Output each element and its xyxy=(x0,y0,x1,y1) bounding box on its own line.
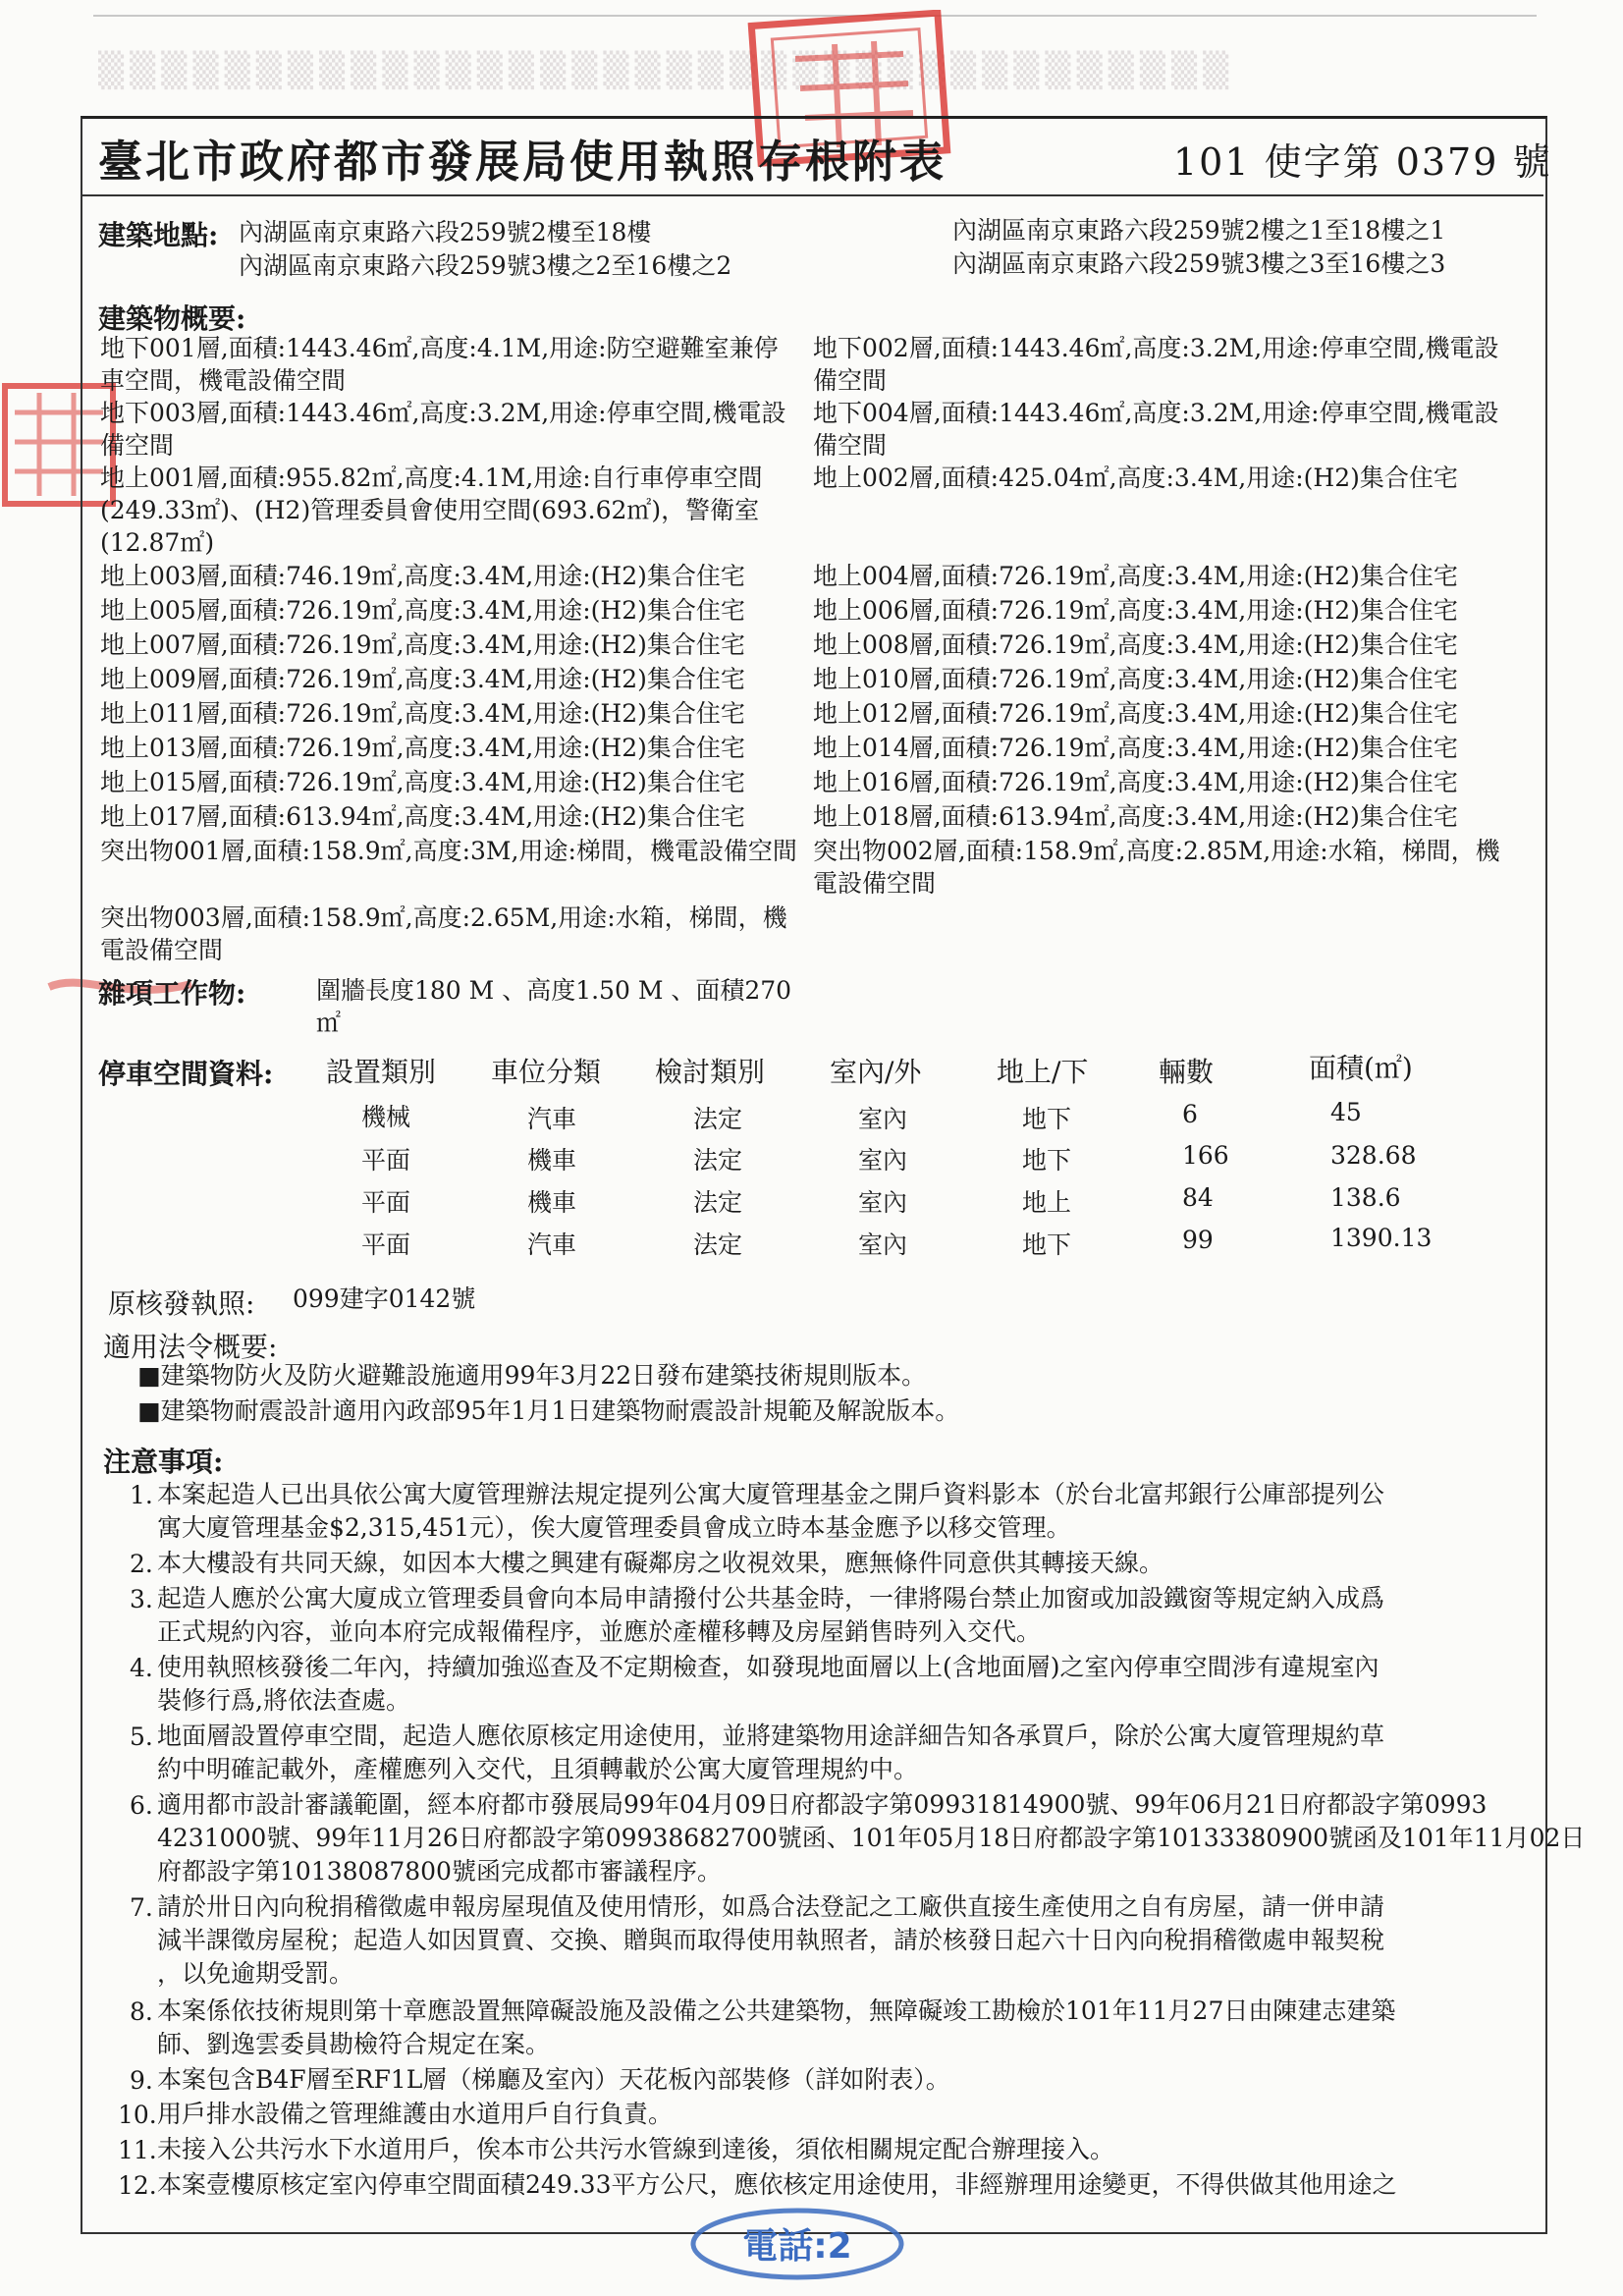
overview-right-3: 地上002層,面積:425.04㎡,高度:3.4M,用途:(H2)集合住宅 xyxy=(813,464,1458,492)
note-number: 1. xyxy=(130,1481,153,1509)
original-license-label: 原核發執照: xyxy=(108,1287,255,1320)
overview-left-4: 地上003層,面積:746.19㎡,高度:3.4M,用途:(H2)集合住宅 xyxy=(100,562,745,590)
note-8-line-2: 師、劉逸雲委員勘檢符合規定在案。 xyxy=(157,2030,551,2058)
parking-cell: 室內 xyxy=(858,1146,908,1175)
scan-ghost-text: ▒▒▒▒▒▒▒▒▒▒▒▒▒▒▒▒▒▒▒▒▒▒▒▒▒▒▒▒▒▒▒▒▒▒▒▒ xyxy=(98,51,1235,90)
note-10-line-1: 用戶排水設備之管理維護由水道用戶自行負責。 xyxy=(157,2100,674,2128)
overview-right-2: 地下004層,面積:1443.46㎡,高度:3.2M,用途:停車空間,機電設備空間 xyxy=(813,399,1499,460)
phone-stamp-text: 電話:2 xyxy=(742,2226,852,2267)
note-number: 5. xyxy=(130,1722,153,1751)
phone-stamp xyxy=(687,2205,908,2283)
overview-left-8: 地上011層,面積:726.19㎡,高度:3.4M,用途:(H2)集合住宅 xyxy=(100,699,745,728)
parking-cell: 機械 xyxy=(361,1103,411,1131)
note-4-line-1: 使用執照核發後二年內，持續加強巡查及不定期檢查，如發現地面層以上(含地面層)之室內停車空間涉有違規室內 xyxy=(157,1653,1380,1681)
overview-left-10: 地上015層,面積:726.19㎡,高度:3.4M,用途:(H2)集合住宅 xyxy=(100,768,745,796)
note-number: 3. xyxy=(130,1585,153,1613)
parking-cell: 汽車 xyxy=(527,1230,577,1259)
site-address-1: 內湖區南京東路六段259號2樓至18樓 xyxy=(239,218,652,246)
overview-right-1: 地下002層,面積:1443.46㎡,高度:3.2M,用途:停車空間,機電設備空間 xyxy=(813,334,1499,395)
notes-label: 注意事項: xyxy=(103,1446,224,1478)
note-1-line-1: 本案起造人已出具依公寓大廈管理辦法規定提列公寓大廈管理基金之開戶資料影本（於台北富邦銀行公庫部提列公 xyxy=(157,1480,1385,1508)
law-item-2: ■建築物耐震設計適用內政部95年1月1日建築物耐震設計規範及解說版本。 xyxy=(137,1396,960,1425)
note-2-line-1: 本大樓設有共同天線，如因本大樓之興建有礙鄰房之收視效果，應無條件同意供其轉接天線。 xyxy=(157,1549,1164,1577)
note-number: 6. xyxy=(130,1791,153,1820)
note-1-line-2: 寓大廈管理基金$2,315,451元），俟大廈管理委員會成立時本基金應予以移交管理。 xyxy=(157,1513,1071,1542)
note-number: 11. xyxy=(118,2136,157,2164)
note-number: 10. xyxy=(118,2101,157,2129)
parking-cell: 84 xyxy=(1182,1183,1214,1212)
law-item-1: ■建築物防火及防火避難設施適用99年3月22日發布建築技術規則版本。 xyxy=(137,1361,927,1390)
overview-right-4: 地上004層,面積:726.19㎡,高度:3.4M,用途:(H2)集合住宅 xyxy=(813,562,1458,590)
overview-right-8: 地上012層,面積:726.19㎡,高度:3.4M,用途:(H2)集合住宅 xyxy=(813,699,1458,728)
overview-right-11: 地上018層,面積:613.94㎡,高度:3.4M,用途:(H2)集合住宅 xyxy=(813,802,1458,831)
site-address-3: 內湖區南京東路六段259號2樓之1至18樓之1 xyxy=(952,216,1446,245)
note-7-line-3: ，以免逾期受罰。 xyxy=(157,1959,354,1988)
parking-cell: 地下 xyxy=(1022,1230,1072,1259)
parking-cell: 機車 xyxy=(527,1188,577,1217)
parking-cell: 1390.13 xyxy=(1330,1224,1433,1252)
parking-header-area: 面積(㎡) xyxy=(1309,1052,1413,1084)
note-6-line-3: 府都設字第10138087800號函完成都市審議程序。 xyxy=(157,1857,722,1886)
note-7-line-1: 請於卅日內向稅捐稽徵處申報房屋現值及使用情形，如爲合法登記之工廠供直接生產使用之自有房屋，請一併申請 xyxy=(157,1892,1385,1921)
parking-header-level: 地上/下 xyxy=(997,1056,1089,1088)
overview-right-9: 地上014層,面積:726.19㎡,高度:3.4M,用途:(H2)集合住宅 xyxy=(813,734,1458,762)
parking-header-type: 設置類別 xyxy=(326,1056,437,1088)
overview-left-11: 地上017層,面積:613.94㎡,高度:3.4M,用途:(H2)集合住宅 xyxy=(100,802,745,831)
note-4-line-2: 裝修行爲,將依法查處。 xyxy=(157,1686,410,1715)
note-7-line-2: 減半課徵房屋稅；起造人如因買賣、交換、贈與而取得使用執照者，請於核發日起六十日內向稅捐稽徵處申報契稅 xyxy=(157,1926,1385,1954)
parking-cell: 地下 xyxy=(1022,1105,1072,1133)
parking-cell: 6 xyxy=(1182,1100,1198,1128)
parking-cell: 法定 xyxy=(693,1146,743,1175)
note-11-line-1: 未接入公共污水下水道用戶，俟本市公共污水管線到達後，須依相關規定配合辦理接入。 xyxy=(157,2135,1115,2163)
parking-cell: 法定 xyxy=(693,1230,743,1259)
site-address-4: 內湖區南京東路六段259號3樓之3至16樓之3 xyxy=(952,249,1446,278)
parking-header-indoor: 室內/外 xyxy=(830,1056,922,1088)
note-number: 12. xyxy=(118,2171,157,2200)
parking-cell: 平面 xyxy=(361,1230,411,1259)
note-3-line-1: 起造人應於公寓大廈成立管理委員會向本局申請撥付公共基金時，一律將陽台禁止加窗或加設鐵窗等規定納入成爲 xyxy=(157,1584,1385,1613)
note-12-line-1: 本案壹樓原核定室內停車空間面積249.33平方公尺，應依核定用途使用，非經辦理用途變更，不得供做其他用途之 xyxy=(157,2170,1397,2199)
parking-header-count: 輛數 xyxy=(1159,1056,1215,1088)
parking-cell: 99 xyxy=(1182,1226,1214,1254)
note-number: 7. xyxy=(130,1893,153,1922)
note-number: 8. xyxy=(130,1997,153,2026)
parking-cell: 平面 xyxy=(361,1146,411,1175)
misc-label: 雜項工作物: xyxy=(98,977,246,1010)
overview-left-3: 地上001層,面積:955.82㎡,高度:4.1M,用途:自行車停車空間(249.33㎡)、(H2)管理委員會使用空間(693.62㎡)，警衛室(12.87㎡) xyxy=(100,464,763,557)
parking-cell: 室內 xyxy=(858,1188,908,1217)
note-6-line-1: 適用都市設計審議範圍，經本府都市發展局99年04月09日府都設字第09931814900號、99年06月21日府都設字第0993 xyxy=(157,1790,1488,1819)
parking-header-class: 車位分類 xyxy=(491,1056,602,1088)
parking-label: 停車空間資料: xyxy=(98,1058,274,1090)
note-5-line-1: 地面層設置停車空間，起造人應依原核定用途使用，並將建築物用途詳細告知各承買戶，除於公寓大廈管理規約草 xyxy=(157,1722,1385,1750)
parking-cell: 328.68 xyxy=(1330,1141,1417,1170)
parking-cell: 平面 xyxy=(361,1188,411,1217)
note-8-line-1: 本案係依技術規則第十章應設置無障礙設施及設備之公共建築物，無障礙竣工勘檢於101年11月27日由陳建志建築 xyxy=(157,1996,1396,2025)
overview-right-6: 地上008層,面積:726.19㎡,高度:3.4M,用途:(H2)集合住宅 xyxy=(813,630,1458,659)
overview-left-2: 地下003層,面積:1443.46㎡,高度:3.2M,用途:停車空間,機電設備空間 xyxy=(100,399,786,460)
overview-left-5: 地上005層,面積:726.19㎡,高度:3.4M,用途:(H2)集合住宅 xyxy=(100,596,745,625)
note-9-line-1: 本案包含B4F層至RF1L層（梯廳及室內）天花板內部裝修（詳如附表）。 xyxy=(157,2065,950,2094)
overview-left-6: 地上007層,面積:726.19㎡,高度:3.4M,用途:(H2)集合住宅 xyxy=(100,630,745,659)
overview-right-12: 突出物002層,面積:158.9㎡,高度:2.85M,用途:水箱，梯間，機電設備空間 xyxy=(813,837,1500,898)
parking-cell: 地上 xyxy=(1022,1188,1072,1217)
note-number: 2. xyxy=(130,1550,153,1578)
parking-cell: 地下 xyxy=(1022,1146,1072,1175)
parking-cell: 汽車 xyxy=(527,1105,577,1133)
laws-label: 適用法令概要: xyxy=(103,1331,278,1363)
overview-right-5: 地上006層,面積:726.19㎡,高度:3.4M,用途:(H2)集合住宅 xyxy=(813,596,1458,625)
overview-right-10: 地上016層,面積:726.19㎡,高度:3.4M,用途:(H2)集合住宅 xyxy=(813,768,1458,796)
overview-label: 建築物概要: xyxy=(98,302,246,335)
overview-left-12: 突出物001層,面積:158.9㎡,高度:3M,用途:梯間，機電設備空間 xyxy=(100,837,797,865)
original-license-value: 099建字0142號 xyxy=(293,1285,476,1313)
document-number: 101 使字第 0379 號 xyxy=(1173,140,1552,184)
note-6-line-2: 4231000號、99年11月26日府都設字第09938682700號函、101年05月18日府都設字第10133380900號函及101年11月02日 xyxy=(157,1824,1586,1852)
overview-left-13: 突出物003層,面積:158.9㎡,高度:2.65M,用途:水箱，梯間，機電設備空間 xyxy=(100,903,787,964)
parking-cell: 室內 xyxy=(858,1105,908,1133)
note-3-line-2: 正式規約內容，並向本府完成報備程序，並應於產權移轉及房屋銷售時列入交代。 xyxy=(157,1617,1042,1646)
overview-right-7: 地上010層,面積:726.19㎡,高度:3.4M,用途:(H2)集合住宅 xyxy=(813,665,1458,693)
note-number: 4. xyxy=(130,1654,153,1682)
note-5-line-2: 約中明確記載外，產權應列入交代，且須轉載於公寓大廈管理規約中。 xyxy=(157,1755,919,1783)
site-label: 建築地點: xyxy=(98,219,219,251)
overview-left-9: 地上013層,面積:726.19㎡,高度:3.4M,用途:(H2)集合住宅 xyxy=(100,734,745,762)
overview-left-7: 地上009層,面積:726.19㎡,高度:3.4M,用途:(H2)集合住宅 xyxy=(100,665,745,693)
parking-cell: 法定 xyxy=(693,1188,743,1217)
parking-cell: 138.6 xyxy=(1330,1183,1401,1212)
parking-cell: 機車 xyxy=(527,1146,577,1175)
parking-cell: 室內 xyxy=(858,1230,908,1259)
misc-value: 圍牆長度180 M 、高度1.50 M 、面積270 ㎡ xyxy=(316,976,792,1037)
parking-cell: 法定 xyxy=(693,1105,743,1133)
document-title: 臺北市政府都市發展局使用執照存根附表 xyxy=(98,136,947,188)
parking-header-review: 檢討類別 xyxy=(655,1056,766,1088)
overview-left-1: 地下001層,面積:1443.46㎡,高度:4.1M,用途:防空避難室兼停車空間，機電設備空間 xyxy=(100,334,779,395)
parking-cell: 45 xyxy=(1330,1098,1362,1126)
parking-cell: 166 xyxy=(1182,1141,1229,1170)
site-address-2: 內湖區南京東路六段259號3樓之2至16樓之2 xyxy=(239,251,732,280)
note-number: 9. xyxy=(130,2066,153,2095)
